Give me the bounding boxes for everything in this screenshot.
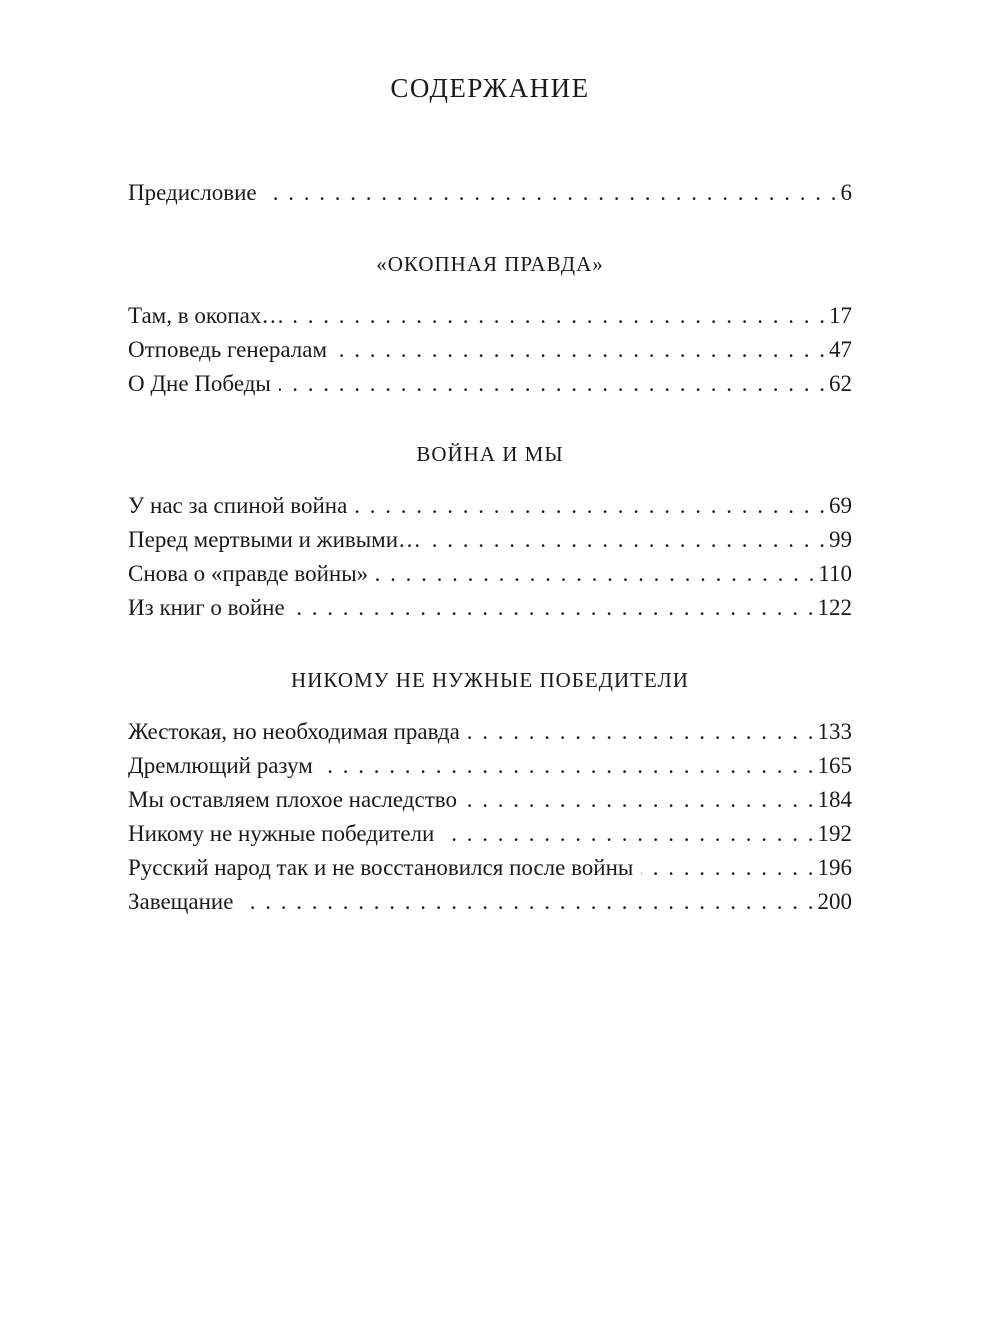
dot-leader <box>265 176 839 210</box>
toc-entry-title: Дремлющий разум <box>128 753 313 778</box>
toc-entry <box>128 749 852 783</box>
dot-leader <box>465 783 816 817</box>
toc-entry-title: Жестокая, но необходимая правда <box>128 719 460 744</box>
dot-leader <box>279 367 827 401</box>
toc-entry <box>128 591 852 625</box>
toc-entry-title: Отповедь генералам <box>128 337 328 362</box>
toc-entry-page: 192 <box>817 821 852 846</box>
toc-entry-page: 196 <box>817 855 852 880</box>
toc-entry-page: 47 <box>829 337 852 362</box>
dot-leader <box>241 885 815 919</box>
dot-leader <box>468 715 816 749</box>
toc-entry-page: 6 <box>840 180 852 205</box>
toc-entry-page: 133 <box>817 719 852 744</box>
toc-entry <box>128 489 852 523</box>
toc-entry-title: Мы оставляем плохое наследство <box>128 787 457 812</box>
toc-entry <box>128 333 852 367</box>
dot-leader <box>429 523 827 557</box>
toc-entry-title: У нас за спиной война <box>128 493 348 518</box>
page-title: СОДЕРЖАНИЕ <box>390 73 590 103</box>
toc-entry-page: 69 <box>829 493 852 518</box>
toc-entry-page: 165 <box>817 753 852 778</box>
toc-entry <box>128 367 852 401</box>
toc-entry <box>128 851 852 885</box>
dot-leader <box>292 299 827 333</box>
toc-entry <box>128 715 852 749</box>
toc-entry-title: Завещание <box>128 889 234 914</box>
toc-entry-preface <box>128 176 852 210</box>
toc-entry-page: 122 <box>817 595 852 620</box>
toc-entry-page: 99 <box>829 527 852 552</box>
toc-entry-title: Русский народ так и не восстановился после войны <box>128 855 634 880</box>
dot-leader <box>442 817 815 851</box>
toc-entry <box>128 557 852 591</box>
dot-leader <box>321 749 816 783</box>
dot-leader <box>335 333 827 367</box>
toc-entry <box>128 783 852 817</box>
toc-entry-title: О Дне Победы <box>128 371 271 396</box>
toc-entry-page: 200 <box>817 889 852 914</box>
dot-leader <box>355 489 827 523</box>
toc-entry <box>128 299 852 333</box>
section-heading: ВОЙНА И МЫ <box>416 442 564 466</box>
toc-entry <box>128 817 852 851</box>
dot-leader <box>641 851 815 885</box>
toc-entry-page: 110 <box>818 561 852 586</box>
section-heading: НИКОМУ НЕ НУЖНЫЕ ПОБЕДИТЕЛИ <box>291 668 689 692</box>
toc-entry-title: Снова о «правде войны» <box>128 561 369 586</box>
toc-entry-title: Из книг о войне <box>128 595 285 620</box>
toc-entry-title: Перед мертвыми и живыми… <box>128 527 422 552</box>
toc-entry-page: 17 <box>829 303 852 328</box>
toc-entry-title: Предисловие <box>128 180 257 205</box>
toc-entry-page: 184 <box>817 787 852 812</box>
toc-entry-title: Там, в окопах… <box>128 303 285 328</box>
dot-leader <box>376 557 816 591</box>
dot-leader <box>293 591 816 625</box>
toc-entry-title: Никому не нужные победители <box>128 821 435 846</box>
toc-entry-page: 62 <box>829 371 852 396</box>
table-of-contents <box>128 174 852 919</box>
toc-entry <box>128 885 852 919</box>
section-heading: «ОКОПНАЯ ПРАВДА» <box>376 252 604 276</box>
toc-entry <box>128 523 852 557</box>
